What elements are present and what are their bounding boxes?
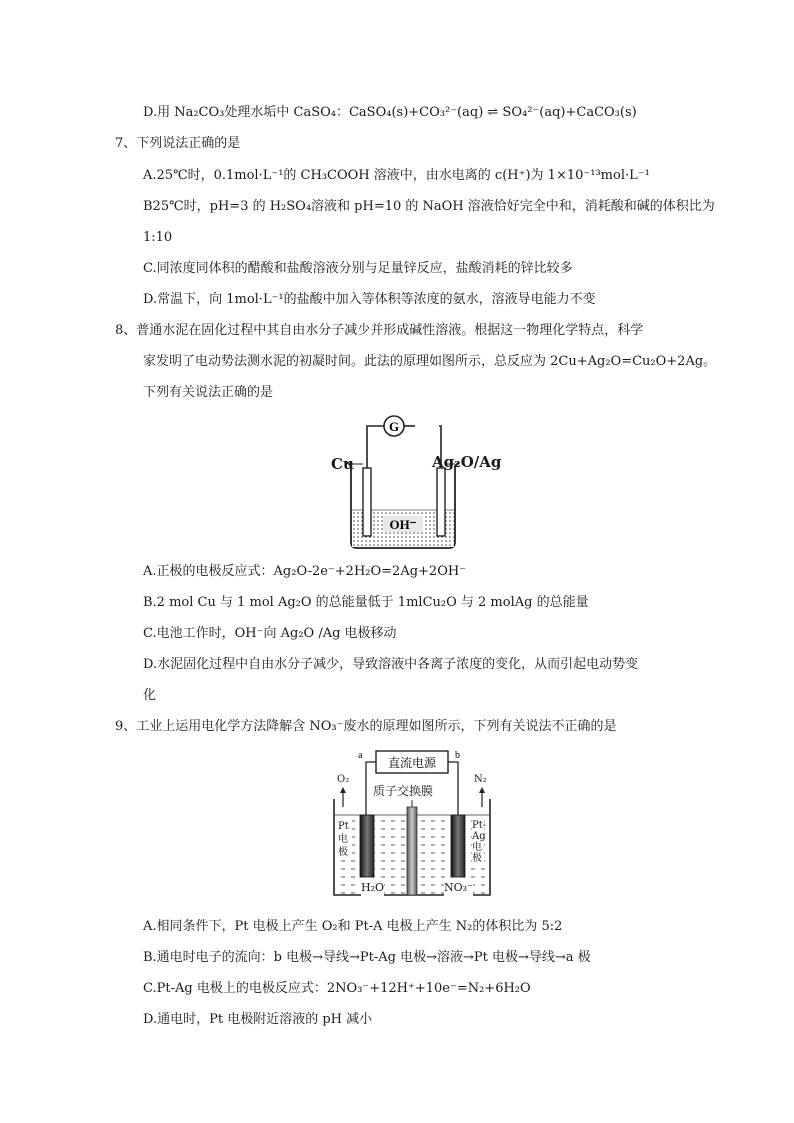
q7-stem: 7、下列说法正确的是 (115, 136, 241, 151)
q7-option-a: A.25℃时，0.1mol·L⁻¹的 CH₃COOH 溶液中，由水电离的 c(H⁺)为 1×10⁻¹³mol·L⁻¹ (143, 168, 650, 183)
q8-option-b: B.2 mol Cu 与 1 mol Ag₂O 的总能量低于 1mlCu₂O 与 2 molAg 的总能量 (143, 595, 589, 610)
pt-electrode-label: Pt电极 (338, 820, 352, 859)
q8-stem-line3: 下列有关说法正确的是 (143, 385, 274, 400)
q8-option-d-line2: 化 (143, 688, 157, 703)
gas-n2-label: N₂ (474, 774, 487, 785)
galvanometer-label: G (388, 419, 400, 434)
q9-electrolysis-diagram (330, 745, 495, 900)
terminal-a-label: a (358, 750, 363, 761)
solution-label: OH⁻ (389, 517, 417, 532)
q8-stem-line2: 家发明了电动势法测水泥的初凝时间。此法的原理如图所示，总反应为 2Cu+Ag₂O=Cu₂O+2Ag。 (143, 354, 717, 369)
q6-option-d: D.用 Na₂CO₃处理水垢中 CaSO₄：CaSO₄(s)+CO₃²⁻(aq) ⇌ SO₄²⁻(aq)+CaCO₃(s) (143, 105, 637, 120)
terminal-b-label: b (455, 750, 460, 761)
q8-option-a: A.正极的电极反应式：Ag₂O-2e⁻+2H₂O=2Ag+2OH⁻ (143, 564, 467, 579)
no3-label: NO₃⁻ (444, 879, 473, 897)
q9-option-a: A.相同条件下，Pt 电极上产生 O₂和 Pt-A 电极上产生 N₂的体积比为 5:2 (143, 919, 563, 934)
q9-stem: 9、工业上运用电化学方法降解含 NO₃⁻废水的原理如图所示，下列有关说法不正确的是 (115, 719, 617, 734)
q9-option-b: B.通电时电子的流向：b 电极→导线→Pt-Ag 电极→溶液→Pt 电极→导线→a 极 (143, 950, 591, 965)
q7-option-b-line1: B25℃时，pH=3 的 H₂SO₄溶液和 pH=10 的 NaOH 溶液恰好完全中和，消耗酸和碱的体积比为 (143, 199, 715, 214)
q7-option-b-line2: 1:10 (143, 230, 173, 245)
q8-cell-diagram (325, 412, 505, 552)
power-supply-label: 直流电源 (387, 756, 437, 770)
membrane-label: 质子交换膜 (373, 784, 434, 798)
ag2o-electrode-label: Ag₂O/Ag (432, 453, 502, 471)
cu-electrode-label: Cu (331, 455, 354, 473)
gas-o2-label: O₂ (337, 774, 350, 785)
q9-option-c: C.Pt-Ag 电极上的电极反应式：2NO₃⁻+12H⁺+10e⁻=N₂+6H₂O (143, 981, 531, 996)
q8-stem-line1: 8、普通水泥在固化过程中其自由水分子减少并形成碱性溶液。根据这一物理化学特点，科学 (115, 323, 644, 338)
q8-option-c: C.电池工作时，OH⁻向 Ag₂O /Ag 电极移动 (143, 626, 397, 641)
q7-option-d: D.常温下，向 1mol·L⁻¹的盐酸中加入等体积等浓度的氨水，溶液导电能力不变 (143, 292, 596, 307)
pt-ag-electrode-label: Pt-Ag电极 (472, 820, 487, 864)
h2o-label: H₂O (361, 879, 384, 897)
q9-option-d: D.通电时，Pt 电极附近溶液的 pH 减小 (143, 1012, 373, 1027)
q7-option-c: C.同浓度同体积的醋酸和盐酸溶液分别与足量锌反应，盐酸消耗的锌比较多 (143, 261, 573, 276)
q8-option-d-line1: D.水泥固化过程中自由水分子减少，导致溶液中各离子浓度的变化，从而引起电动势变 (143, 657, 639, 672)
